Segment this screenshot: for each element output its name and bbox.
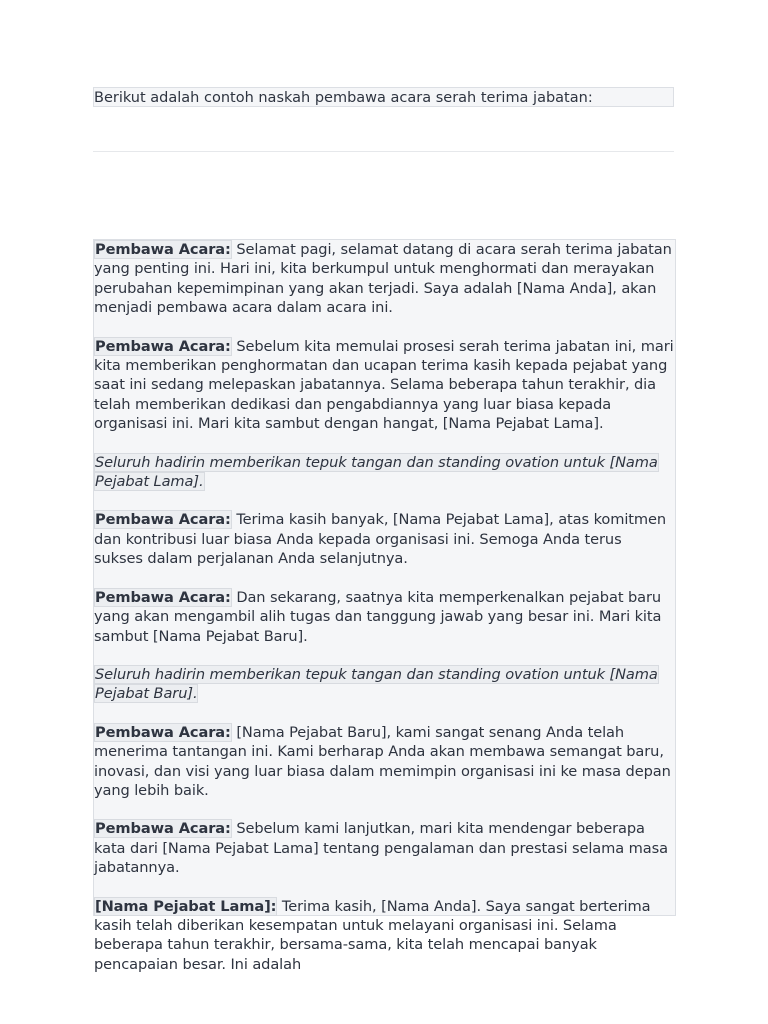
stage-direction-1 bbox=[94, 453, 675, 492]
speaker-label: [Nama Pejabat Lama]: bbox=[95, 897, 277, 915]
speaker-label: Pembawa Acara: bbox=[95, 723, 231, 741]
paragraph-3 bbox=[94, 510, 675, 568]
paragraph-text: Sebelum kami lanjutkan, mari kita mendengar beberapa kata dari [Nama Pejabat Lama] tentang pengalaman dan prestasi selama masa jabatannya. bbox=[94, 820, 668, 877]
paragraph-7 bbox=[94, 897, 675, 975]
speaker-label: Pembawa Acara: bbox=[95, 820, 231, 838]
paragraph-text: Terima kasih, [Nama Anda]. Saya sangat berterima kasih telah diberikan kesempatan untuk melayani organisasi ini. Selama beberapa tahun terakhir, bersama-sama, kita telah mencapai banyak pencapaian besar. Ini adalah bbox=[94, 897, 651, 973]
stage-direction-text: Seluruh hadirin memberikan tepuk tangan dan standing ovation untuk [Nama Pejabat Lama]. bbox=[95, 453, 658, 491]
paragraph-text: Selamat pagi, selamat datang di acara serah terima jabatan yang penting ini. Hari ini, kita berkumpul untuk menghormati dan merayakan perubahan kepemimpinan yang akan terjadi. Saya adalah [Nama Anda], akan menjadi pembawa acara dalam acara ini. bbox=[94, 241, 672, 317]
speaker-label: Pembawa Acara: bbox=[95, 241, 231, 258]
paragraph-text: Dan sekarang, saatnya kita memperkenalkan pejabat baru yang akan mengambil alih tugas dan tanggung jawab yang besar ini. Mari kita sambut [Nama Pejabat Baru]. bbox=[94, 588, 662, 645]
stage-direction-text: Seluruh hadirin memberikan tepuk tangan dan standing ovation untuk [Nama Pejabat Baru]. bbox=[95, 665, 658, 703]
paragraph-4 bbox=[94, 588, 675, 646]
intro-line: Berikut adalah contoh naskah pembawa acara serah terima jabatan: bbox=[93, 87, 674, 107]
speaker-label: Pembawa Acara: bbox=[95, 511, 231, 529]
paragraph-text: Terima kasih banyak, [Nama Pejabat Lama], atas komitmen dan kontribusi luar biasa Anda kepada organisasi ini. Semoga Anda terus sukses dalam perjalanan Anda selanjutnya. bbox=[94, 511, 667, 568]
speaker-label: Pembawa Acara: bbox=[95, 337, 231, 355]
paragraph-6 bbox=[94, 819, 675, 877]
script-block bbox=[93, 239, 676, 973]
speaker-label: Pembawa Acara: bbox=[95, 588, 231, 606]
stage-direction-2 bbox=[94, 665, 675, 704]
paragraph-text: [Nama Pejabat Baru], kami sangat senang Anda telah menerima tantangan ini. Kami berharap Anda akan membawa semangat baru, inovasi, dan visi yang luar biasa dalam memimpin organisasi ini ke masa depan yang lebih baik. bbox=[94, 723, 671, 799]
paragraph-text: Sebelum kita memulai prosesi serah terima jabatan ini, mari kita memberikan penghormatan dan ucapan terima kasih kepada pejabat yang saat ini sedang melepaskan jabatannya. Selama beberapa tahun terakhir, dia telah memberikan dedikasi dan pengabdiannya yang luar biasa kepada organisasi ini. Mari kita sambut dengan hangat, [Nama Pejabat Lama]. bbox=[94, 337, 674, 433]
paragraph-2 bbox=[94, 337, 675, 434]
paragraph-5 bbox=[94, 723, 675, 801]
section-divider bbox=[93, 151, 674, 152]
paragraph-1 bbox=[94, 240, 675, 318]
